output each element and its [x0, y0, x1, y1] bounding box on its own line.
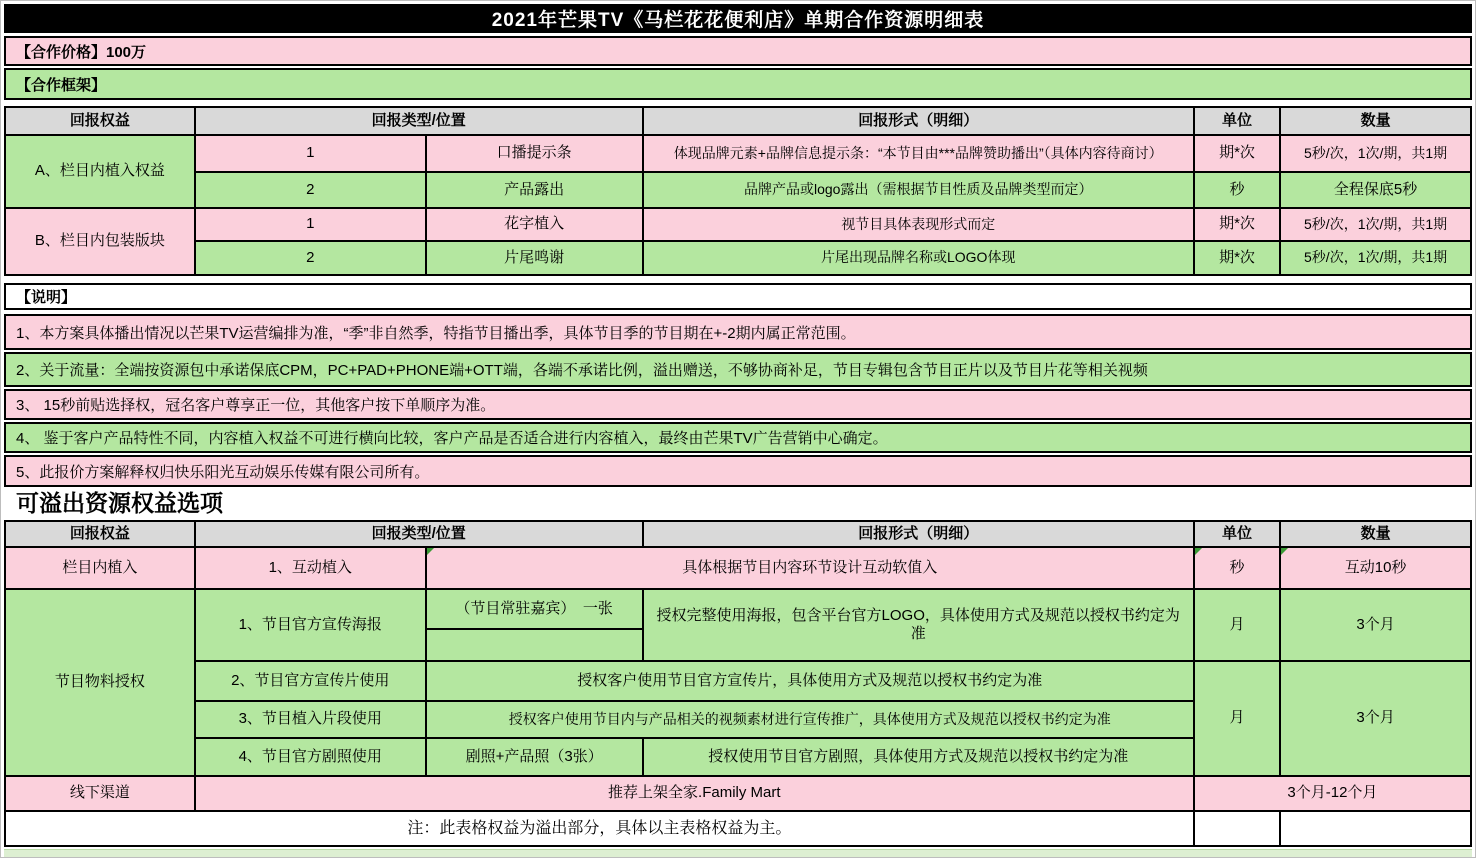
cell-quantity: 3个月 [1280, 589, 1471, 661]
header-rights: 回报权益 [5, 521, 195, 547]
header-type-position: 回报类型/位置 [195, 521, 643, 547]
cell-no: 2 [195, 172, 426, 208]
cell-position: 产品露出 [426, 172, 643, 208]
cell-quantity: 3个月-12个月 [1194, 776, 1471, 811]
header-quantity: 数量 [1280, 107, 1471, 135]
materials-label: 节目物料授权 [5, 589, 195, 776]
main-table [4, 106, 1472, 276]
cell-no: 2 [195, 241, 426, 275]
note-2: 2、关于流量：全端按资源包中承诺保底CPM，PC+PAD+PHONE端+OTT端，各端不承诺比例，溢出赠送，不够协商补足，节目专辑包含节目正片以及节目片花等相关视频 [4, 352, 1472, 387]
interactive-label: 栏目内植入 [5, 547, 195, 589]
cell-no: 1 [195, 135, 426, 172]
section-b-label: B、栏目内包装版块 [5, 208, 195, 275]
header-type-position: 回报类型/位置 [195, 107, 643, 135]
section-a-label: A、栏目内植入权益 [5, 135, 195, 208]
overflow-table-header-row [5, 521, 1471, 547]
cell-quantity: 5秒/次，1次/期，共1期 [1280, 208, 1471, 241]
cell-quantity: 互动10秒 [1280, 547, 1471, 589]
cell-detail: 授权使用节目官方剧照，具体使用方式及规范以授权书约定为准 [643, 738, 1194, 776]
cell-unit: 秒 [1194, 172, 1280, 208]
cell-detail: 体现品牌元素+品牌信息提示条：“本节目由***品牌赞助播出”（具体内容待商讨） [643, 135, 1194, 172]
cell-detail: 推荐上架全家.Family Mart [195, 776, 1194, 811]
note-4: 4、 鉴于客户产品特性不同，内容植入权益不可进行横向比较，客户产品是否适合进行内容植入，最终由芒果TV广告营销中心确定。 [4, 422, 1472, 453]
overflow-footnote: 注：此表格权益为溢出部分，具体以主表格权益为主。 [5, 811, 1194, 846]
cell-quantity: 3个月 [1280, 661, 1471, 776]
cell-unit: 月 [1194, 589, 1280, 661]
cell-detail: 片尾出现品牌名称或LOGO体现 [643, 241, 1194, 275]
cell-quantity: 5秒/次，1次/期，共1期 [1280, 135, 1471, 172]
header-unit: 单位 [1194, 521, 1280, 547]
cell-unit: 秒 [1194, 547, 1280, 589]
cell-detail: 品牌产品或logo露出（需根据节目性质及品牌类型而定） [643, 172, 1194, 208]
header-unit: 单位 [1194, 107, 1280, 135]
cell-empty [1280, 811, 1471, 846]
cell-detail: 授权客户使用节目官方宣传片，具体使用方式及规范以授权书约定为准 [426, 661, 1194, 701]
overflow-section-heading: 可溢出资源权益选项 [16, 491, 223, 516]
table-row [5, 172, 1471, 208]
table-row [5, 776, 1471, 811]
cell-detail: 授权客户使用节目内与产品相关的视频素材进行宣传推广，具体使用方式及规范以授权书约定为准 [426, 701, 1194, 738]
table-row [5, 589, 1471, 629]
cell-type: 3、节目植入片段使用 [195, 701, 426, 738]
cell-position: 花字植入 [426, 208, 643, 241]
table-row [5, 208, 1471, 241]
cell-detail: 授权完整使用海报，包含平台官方LOGO，具体使用方式及规范以授权书约定为准 [643, 589, 1194, 661]
table-row [5, 241, 1471, 275]
header-quantity: 数量 [1280, 521, 1471, 547]
cell-empty [1194, 811, 1280, 846]
cell-type: 1、节目官方宣传海报 [195, 589, 426, 661]
cell-sub: 剧照+产品照（3张） [426, 738, 643, 776]
note-3: 3、 15秒前贴选择权，冠名客户尊享正一位，其他客户按下单顺序为准。 [4, 389, 1472, 420]
table-row [5, 135, 1471, 172]
cell-detail: 视节目具体表现形式而定 [643, 208, 1194, 241]
footnote-row [5, 811, 1471, 846]
cell-position: 片尾鸣谢 [426, 241, 643, 275]
offline-label: 线下渠道 [5, 776, 195, 811]
main-table-header-row [5, 107, 1471, 135]
overflow-table [4, 520, 1472, 847]
cell-sub: （节目常驻嘉宾） 一张 [426, 589, 643, 629]
cell-position: 口播提示条 [426, 135, 643, 172]
table-row [5, 661, 1471, 701]
page-title: 2021年芒果TV《马栏花花便利店》单期合作资源明细表 [4, 4, 1472, 33]
cell-unit: 期*次 [1194, 208, 1280, 241]
cell-quantity: 5秒/次，1次/期，共1期 [1280, 241, 1471, 275]
cell-quantity: 全程保底5秒 [1280, 172, 1471, 208]
cell-unit: 期*次 [1194, 135, 1280, 172]
table-row [5, 547, 1471, 589]
cell-type: 4、节目官方剧照使用 [195, 738, 426, 776]
framework-row: 【合作框架】 [4, 68, 1472, 100]
note-1: 1、本方案具体播出情况以芒果TV运营编排为准，“季”非自然季，特指节目播出季，具体节目季的节目期在+-2期内属正常范围。 [4, 314, 1472, 350]
cell-type: 1、互动植入 [195, 547, 426, 589]
header-form-detail: 回报形式（明细） [643, 107, 1194, 135]
bottom-green-strip [4, 849, 1472, 857]
cell-empty [426, 629, 643, 661]
cell-type: 2、节目官方宣传片使用 [195, 661, 426, 701]
cell-no: 1 [195, 208, 426, 241]
note-5: 5、此报价方案解释权归快乐阳光互动娱乐传媒有限公司所有。 [4, 455, 1472, 487]
price-row: 【合作价格】100万 [4, 36, 1472, 66]
header-form-detail: 回报形式（明细） [643, 521, 1194, 547]
header-rights: 回报权益 [5, 107, 195, 135]
notes-title: 【说明】 [4, 283, 1472, 310]
cell-detail: 具体根据节目内容环节设计互动软值入 [426, 547, 1194, 589]
cell-unit: 月 [1194, 661, 1280, 776]
cell-unit: 期*次 [1194, 241, 1280, 275]
